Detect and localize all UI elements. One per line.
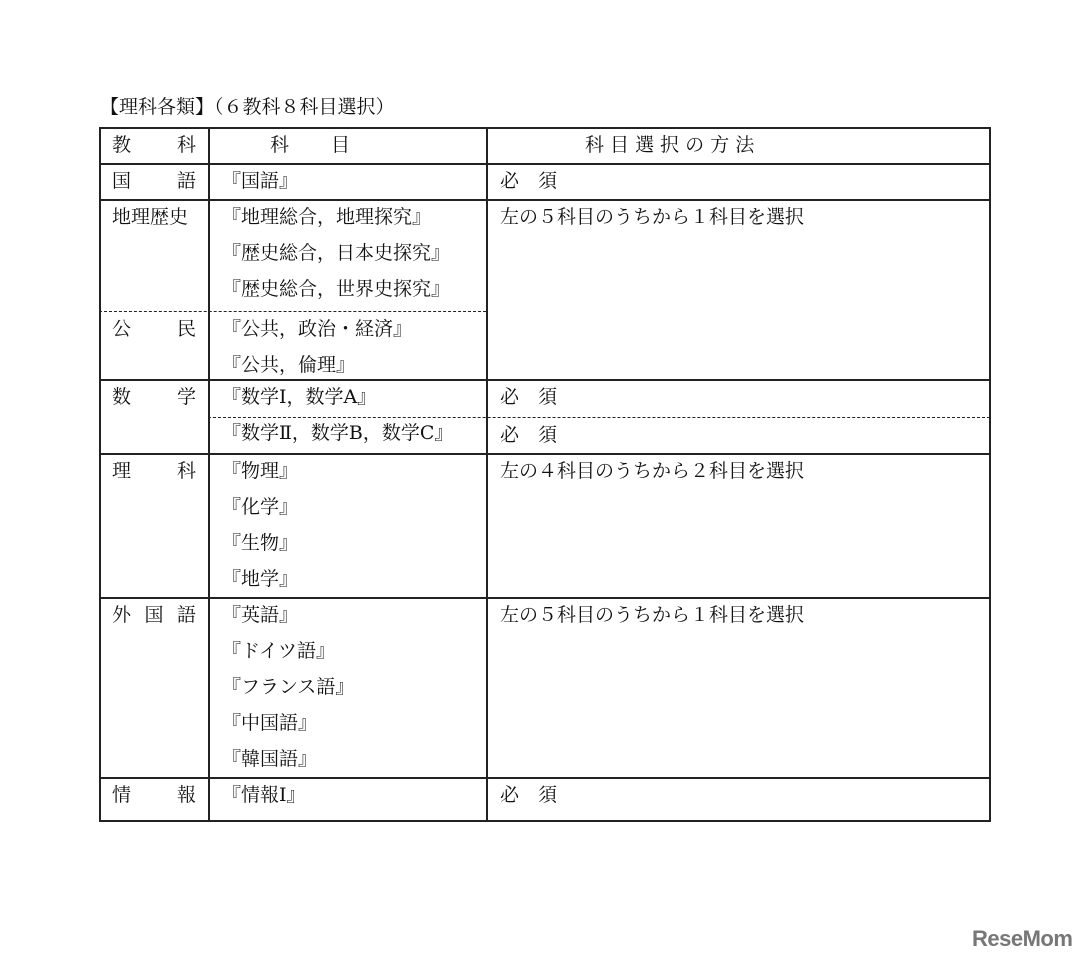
subject-item: 『地理総合，地理探究』	[222, 206, 432, 228]
subject-item: 『韓国語』	[222, 748, 318, 770]
subject-item: 『国語』	[222, 170, 299, 192]
selection-method: 左の４科目のうちから２科目を選択	[500, 460, 805, 482]
column-divider	[208, 127, 210, 821]
selection-method: 左の５科目のうちから１科目を選択	[500, 206, 805, 228]
header-subject-area-char: 教	[112, 134, 132, 156]
subject-item: 『英語』	[222, 604, 299, 626]
header-subject-area	[112, 127, 196, 163]
subject-item: 『化学』	[222, 496, 299, 518]
subject-area-char: 数	[112, 386, 132, 408]
subject-item: 『歴史総合，日本史探究』	[222, 242, 451, 264]
subject-area	[112, 379, 196, 415]
header-subject-char: 目	[330, 134, 350, 156]
subject-item: 『中国語』	[222, 712, 318, 734]
subject-area-char: 公	[112, 318, 132, 340]
subject-area-char: 語	[176, 170, 196, 192]
subject-item: 『数学Ⅰ，数学A』	[222, 386, 377, 408]
selection-method: 必 須	[500, 170, 558, 192]
subject-item: 『物理』	[222, 460, 299, 482]
subject-area-char: 理	[112, 460, 132, 482]
selection-method: 必 須	[500, 386, 558, 408]
subject-area	[112, 311, 196, 347]
header-method: 科 目 選 択 の 方 法	[585, 134, 755, 156]
selection-method: 左の５科目のうちから１科目を選択	[500, 604, 805, 626]
subject-item: 『公共，倫理』	[222, 354, 356, 376]
table-title: 【理科各類】（６教科８科目選択）	[100, 96, 395, 118]
resemom-logo: ReseMom	[972, 926, 1073, 951]
subject-area-char: 報	[176, 784, 196, 806]
subject-item: 『歴史総合，世界史探究』	[222, 278, 451, 300]
header-subject-char: 科	[270, 134, 290, 156]
subject-area-char: 国	[144, 604, 164, 626]
subject-item: 『情報Ⅰ』	[222, 784, 306, 806]
subject-area-char: 民	[176, 318, 196, 340]
subject-area-char: 科	[176, 460, 196, 482]
subject-area	[112, 453, 196, 489]
subject-area-char: 外	[112, 604, 132, 626]
subject-area: 地理歴史	[112, 206, 189, 228]
subject-area-char: 情	[112, 784, 132, 806]
subject-area	[112, 163, 196, 199]
column-divider	[486, 127, 488, 821]
header-subject	[270, 127, 350, 163]
subject-area-char: 国	[112, 170, 132, 192]
subject-item: 『地学』	[222, 568, 299, 590]
subject-item: 『数学Ⅱ，数学B，数学C』	[222, 422, 454, 444]
subject-item: 『公共，政治・経済』	[222, 318, 413, 340]
subject-item: 『ドイツ語』	[222, 640, 336, 662]
subject-item: 『フランス語』	[222, 676, 355, 698]
subject-area-char: 語	[176, 604, 196, 626]
subject-area	[112, 777, 196, 813]
subject-area	[112, 597, 196, 633]
subject-item: 『生物』	[222, 532, 299, 554]
subject-area-char: 学	[176, 386, 196, 408]
selection-method: 必 須	[500, 784, 558, 806]
selection-method: 必 須	[500, 424, 558, 446]
header-subject-area-char: 科	[176, 134, 196, 156]
